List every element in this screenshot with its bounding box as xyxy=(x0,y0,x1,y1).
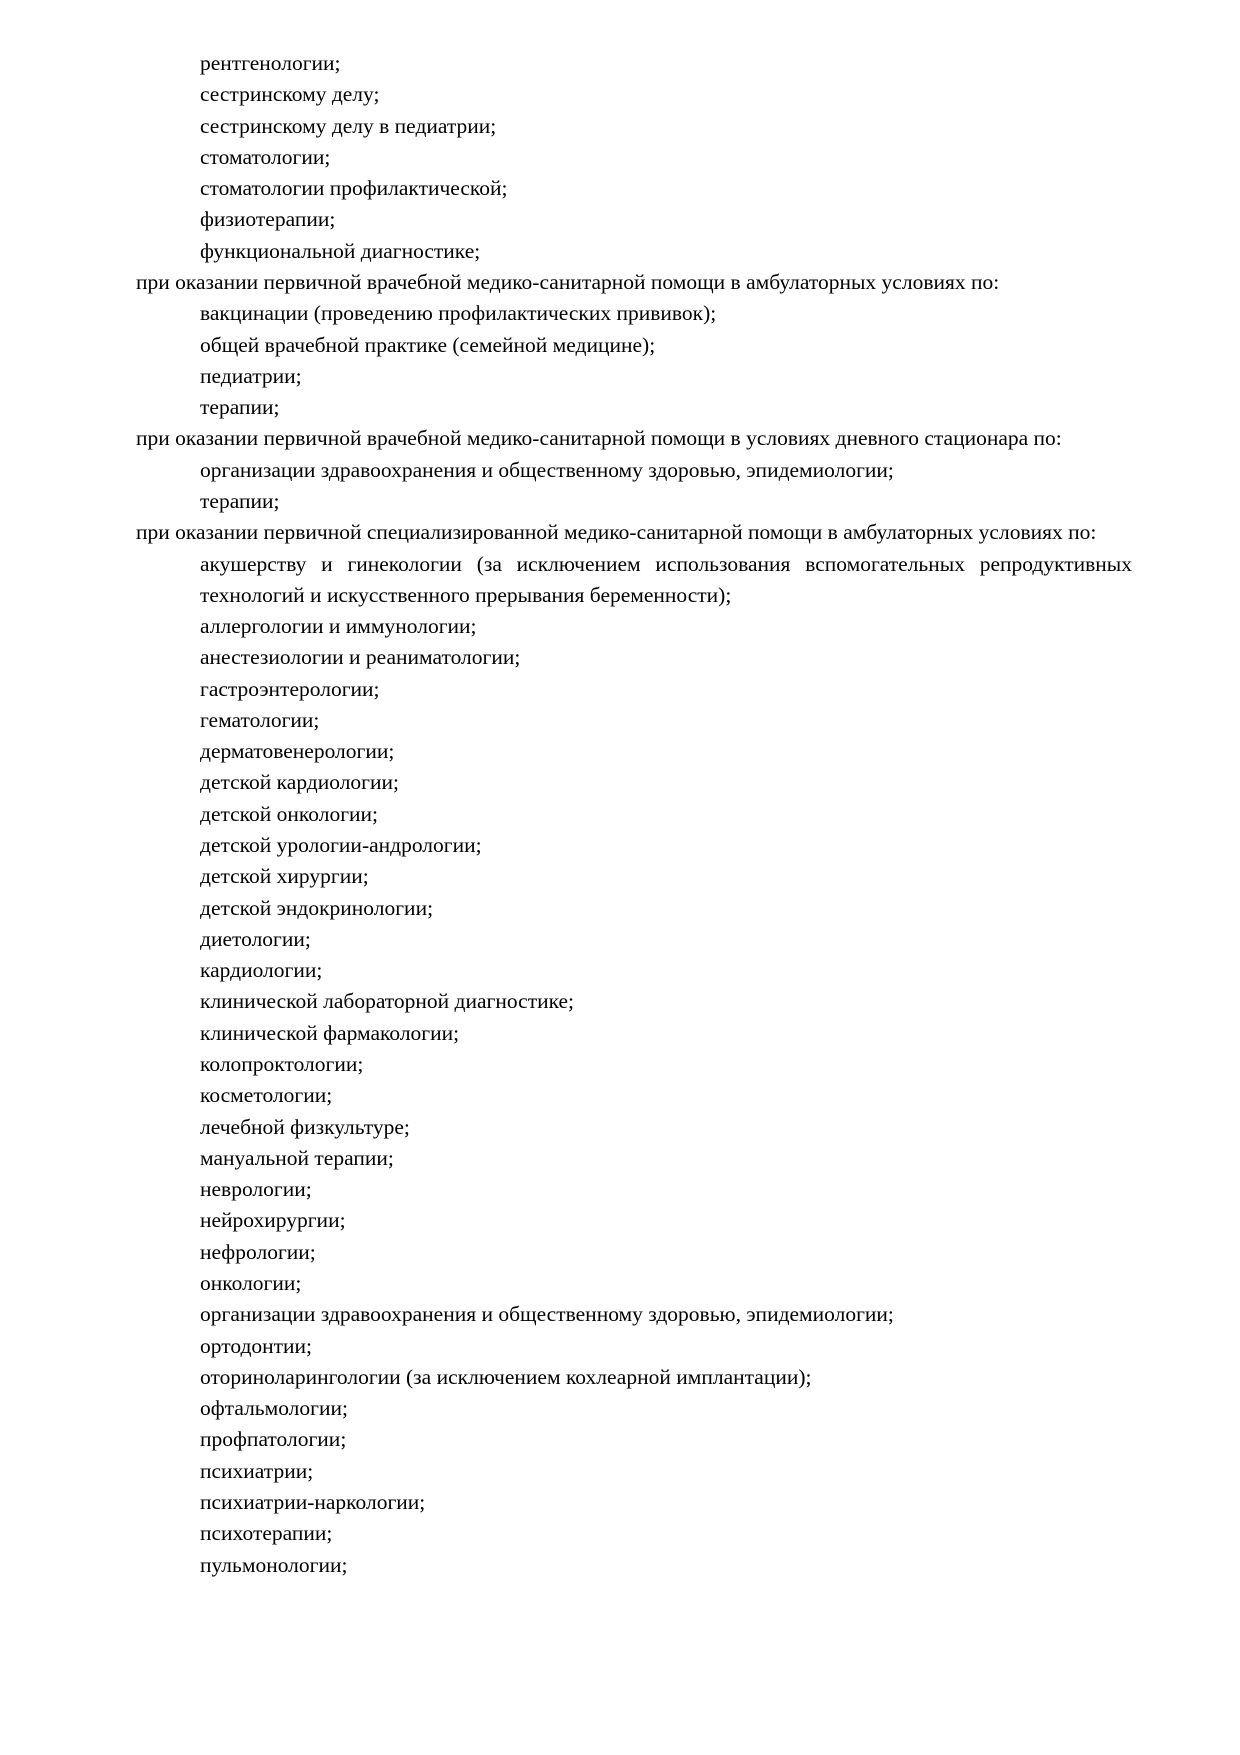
list-item: сестринскому делу; xyxy=(200,82,380,107)
list-item: рентгенологии; xyxy=(200,51,341,75)
list-item: дерматовенерологии; xyxy=(200,739,395,764)
list-item: организации здравоохранения и общественному здоровью, эпидемиологии; xyxy=(200,1302,894,1327)
paragraph-lead: при оказании первичной врачебной медико-санитарной помощи в амбулаторных условиях по: xyxy=(136,269,1000,294)
list-item: организации здравоохранения и общественному здоровью, эпидемиологии; xyxy=(200,457,894,482)
list-item: нейрохирургии; xyxy=(200,1208,346,1233)
list-item: сестринскому делу в педиатрии; xyxy=(200,113,497,138)
list-item: лечебной физкультуре; xyxy=(200,1114,410,1139)
list-item: косметологии; xyxy=(200,1083,333,1108)
list-item: психотерапии; xyxy=(200,1521,333,1546)
list-item: анестезиологии и реаниматологии; xyxy=(200,645,521,670)
list-item: функциональной диагностике; xyxy=(200,238,481,263)
list-item: пульмонологии; xyxy=(200,1552,348,1577)
list-item: стоматологии профилактической; xyxy=(200,176,508,201)
list-item: общей врачебной практике (семейной медицине); xyxy=(200,332,656,357)
list-item: педиатрии; xyxy=(200,363,302,388)
list-item: неврологии; xyxy=(200,1177,312,1202)
list-item: стоматологии; xyxy=(200,144,331,169)
list-item: оториноларингологии (за исключением кохлеарной имплантации); xyxy=(200,1364,812,1389)
list-item: детской кардиологии; xyxy=(200,770,399,795)
list-item: клинической фармакологии; xyxy=(200,1020,460,1045)
paragraph-lead: при оказании первичной врачебной медико-санитарной помощи в условиях дневного стационара по: xyxy=(136,426,1062,451)
list-item: диетологии; xyxy=(200,926,311,951)
list-item: психиатрии-наркологии; xyxy=(200,1489,426,1514)
list-item: акушерству и гинекологии (за исключением использования вспомогательных репродуктивных технологий и искусственного прерывания беременности); xyxy=(200,551,1132,607)
list-item: детской онкологии; xyxy=(200,801,379,826)
list-item: гематологии; xyxy=(200,707,320,732)
list-item: вакцинации (проведению профилактических прививок); xyxy=(200,301,717,326)
list-item: детской эндокринологии; xyxy=(200,895,434,920)
list-item: гастроэнтерологии; xyxy=(200,676,380,701)
list-item: физиотерапии; xyxy=(200,207,336,232)
list-item: профпатологии; xyxy=(200,1427,347,1452)
list-item: детской урологии-андрологии; xyxy=(200,833,482,858)
document-text-body xyxy=(118,48,1132,1581)
list-item: онкологии; xyxy=(200,1270,302,1295)
list-item: нефрологии; xyxy=(200,1239,316,1264)
list-item: аллергологии и иммунологии; xyxy=(200,614,477,639)
list-item: клинической лабораторной диагностике; xyxy=(200,989,575,1014)
list-item: терапии; xyxy=(200,395,280,420)
list-item: психиатрии; xyxy=(200,1458,314,1483)
list-item: терапии; xyxy=(200,488,280,513)
list-item: ортодонтии; xyxy=(200,1333,313,1358)
list-item: мануальной терапии; xyxy=(200,1145,394,1170)
list-item: детской хирургии; xyxy=(200,864,369,889)
paragraph-lead: при оказании первичной специализированной медико-санитарной помощи в амбулаторных условиях по: xyxy=(136,520,1097,545)
list-item: офтальмологии; xyxy=(200,1396,348,1421)
list-item: кардиологии; xyxy=(200,958,323,983)
list-item: колопроктологии; xyxy=(200,1052,364,1076)
